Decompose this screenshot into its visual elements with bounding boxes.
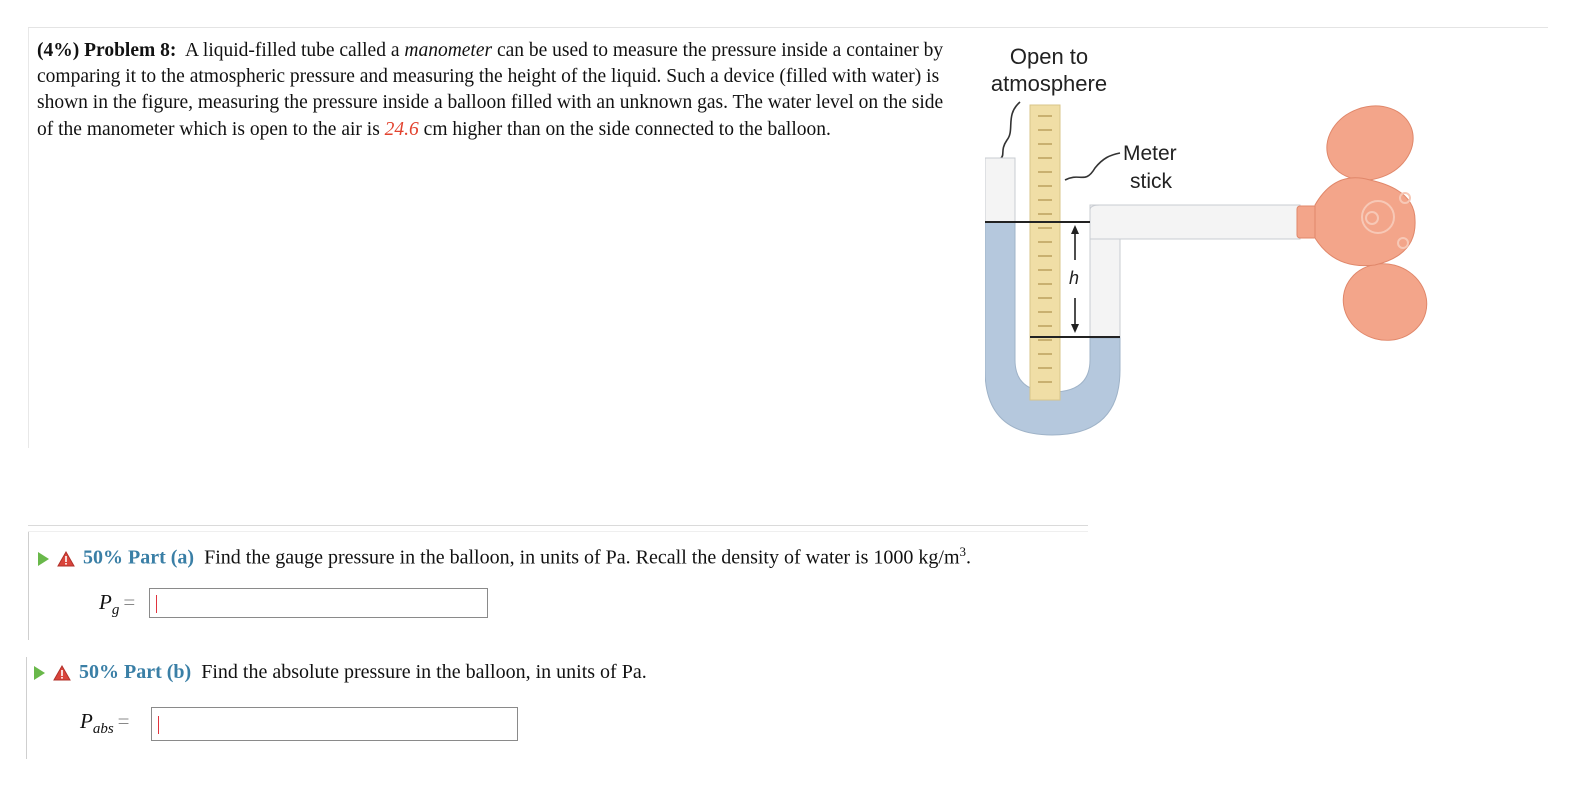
right-tube	[1090, 239, 1120, 340]
part-b-header[interactable]	[34, 661, 647, 684]
var-p: P	[80, 709, 93, 733]
balloon	[1297, 94, 1435, 349]
problem-text: A liquid-filled tube called a	[185, 40, 400, 61]
left-border	[28, 28, 29, 448]
problem-statement	[37, 38, 957, 143]
part-a-period: .	[966, 546, 971, 569]
part-a-text: Find the gauge pressure in the balloon, in units of Pa. Recall the density of water is 1000 kg/m	[204, 546, 960, 569]
play-icon[interactable]	[38, 552, 49, 566]
section-divider	[28, 531, 1088, 532]
part-b-text: Find the absolute pressure in the balloon, in units of Pa.	[201, 661, 647, 683]
problem-term: manometer	[404, 40, 493, 61]
label-meter: Meter	[1123, 142, 1177, 165]
part-a-variable	[99, 590, 135, 619]
meter-stick	[1030, 105, 1060, 400]
meter-pointer	[1065, 153, 1120, 180]
absolute-pressure-input[interactable]	[151, 707, 518, 741]
part-b-title: 50% Part (b)	[79, 661, 192, 683]
equals-sign: =	[117, 709, 130, 733]
var-sub-abs: abs	[92, 721, 114, 738]
problem-text: can be used to measure the pressure inside a container by comparing it to the atmospheric pressure and measuring the height of the liquid. Such a device (filled with water) is shown in the figure, measuring the pressure inside a balloon filled with an unknown gas. The water level on the side of the manometer which is open to the air is	[37, 40, 944, 140]
part-b-variable	[80, 709, 130, 738]
label-stick: stick	[1130, 170, 1172, 193]
part-a-header[interactable]	[38, 544, 971, 570]
top-divider	[28, 27, 1548, 28]
problem-value: 24.6	[384, 118, 419, 140]
part-a-superscript: 3	[959, 544, 966, 559]
problem-text: cm higher than on the side connected to the balloon.	[423, 118, 831, 140]
label-h: h	[1069, 268, 1080, 288]
manometer-figure	[985, 40, 1545, 460]
warning-icon	[53, 665, 71, 681]
text-caret	[156, 595, 157, 613]
part-a-title: 50% Part (a)	[83, 546, 195, 569]
label-open-to: Open to	[1009, 44, 1089, 69]
equals-sign: =	[123, 590, 136, 614]
text-caret	[158, 716, 159, 734]
var-sub-g: g	[111, 602, 120, 619]
label-atmosphere: atmosphere	[990, 71, 1108, 96]
part-b-border	[26, 657, 27, 759]
gauge-pressure-input[interactable]	[149, 588, 488, 618]
warning-icon	[57, 551, 75, 567]
part-a-border	[28, 532, 29, 640]
play-icon[interactable]	[34, 666, 45, 680]
section-divider	[28, 525, 1088, 526]
problem-header: (4%) Problem 8:	[37, 40, 177, 61]
var-p: P	[99, 590, 112, 614]
connector-tube	[1090, 205, 1300, 239]
atmosphere-pointer	[1001, 102, 1020, 158]
